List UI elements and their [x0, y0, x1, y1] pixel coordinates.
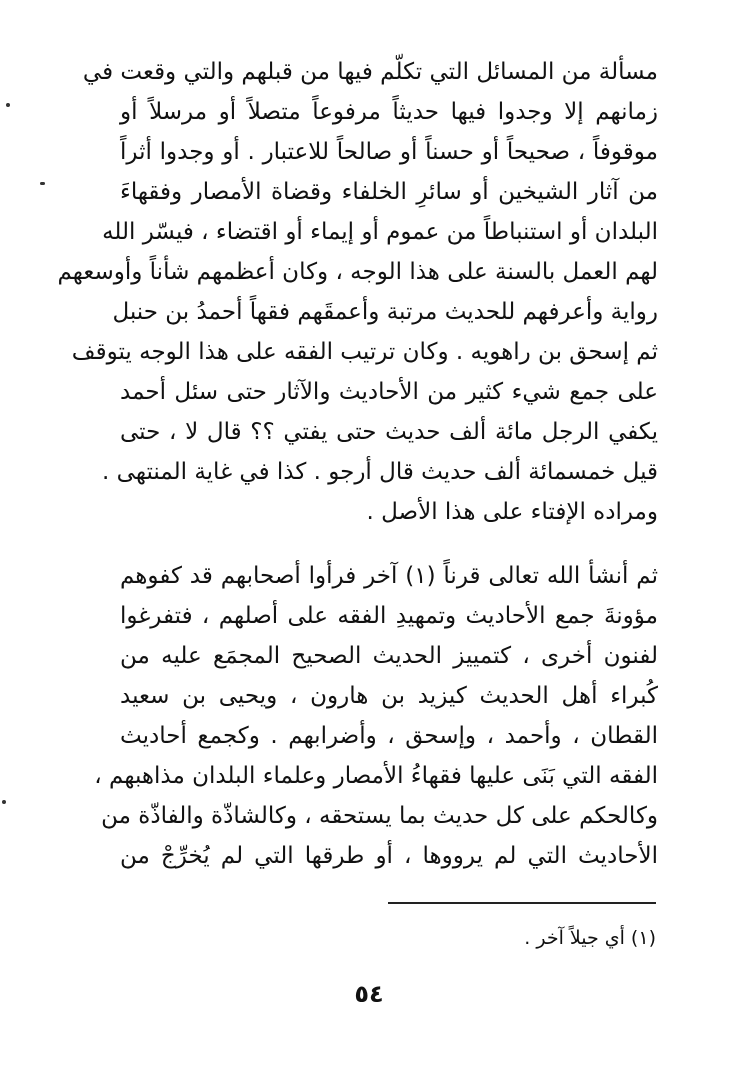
text-line: ومراده الإفتاء على هذا الأصل . [366, 499, 658, 525]
footnote-divider [388, 902, 656, 904]
paragraph-1 [57, 52, 658, 532]
footnote: (١) أي جيلاً آخر . [524, 927, 656, 949]
text-line: من آثار الشيخين أو سائرِ الخلفاء وقضاة الأمصار وفقهاءَ [120, 179, 658, 205]
paragraph-2 [94, 556, 659, 876]
text-line: وكالحكم على كل حديث بما يستحقه ، وكالشاذّة والفاذّة من [101, 803, 658, 829]
text-line: على جمع شيء كثير من الأحاديث والآثار حتى سئل أحمد [120, 379, 658, 405]
page-number: ٥٤ [354, 980, 384, 1008]
text-line: مسألة من المسائل التي تكلّم فيها من قبلهم والتي وقعت في [82, 59, 658, 85]
scan-speck [2, 800, 6, 804]
text-line: قيل خمسمائة ألف حديث قال أرجو . كذا في غاية المنتهى . [102, 459, 658, 485]
text-line: لهم العمل بالسنة على هذا الوجه ، وكان أعظمهم شأناً وأوسعهم [57, 259, 658, 285]
scan-speck [6, 103, 10, 107]
text-line: كُبراء أهل الحديث كيزيد بن هارون ، ويحيى بن سعيد [120, 683, 658, 709]
text-line: البلدان أو استنباطاً من عموم أو إيماء أو اقتضاء ، فيسّر الله [102, 219, 658, 245]
text-line: رواية وأعرفهم للحديث مرتبة وأعمقَهم فقهاً أحمدُ بن حنبل [112, 299, 658, 325]
text-line: مؤونةَ جمع الأحاديث وتمهيدِ الفقه على أصلهم ، فتفرغوا [120, 603, 658, 629]
text-line: ثم أنشأ الله تعالى قرناً (١) آخر فرأوا أصحابهم قد كفوهم [120, 563, 659, 589]
text-line: يكفي الرجل مائة ألف حديث حتى يفتي ؟؟ قال لا ، حتى [120, 419, 658, 445]
text-line: زمانهم إلا وجدوا فيها حديثاً مرفوعاً متصلاً أو مرسلاً أو [120, 99, 658, 125]
text-line: موقوفاً ، صحيحاً أو حسناً أو صالحاً للاعتبار . أو وجدوا أثراً [120, 139, 658, 165]
text-line: القطان ، وأحمد ، وإسحق ، وأضرابهم . وكجمع أحاديث [120, 723, 658, 749]
text-line: الفقه التي بَنَى عليها فقهاءُ الأمصار وعلماء البلدان مذاهبهم ، [94, 763, 658, 789]
text-line: الأحاديث التي لم يرووها ، أو طرقها التي لم يُخرِّجْ من [120, 843, 658, 869]
text-line: لفنون أخرى ، كتمييز الحديث الصحيح المجمَع عليه من [120, 643, 658, 669]
text-line: ثم إسحق بن راهويه . وكان ترتيب الفقه على هذا الوجه يتوقف [71, 339, 658, 365]
scan-speck [40, 182, 45, 185]
